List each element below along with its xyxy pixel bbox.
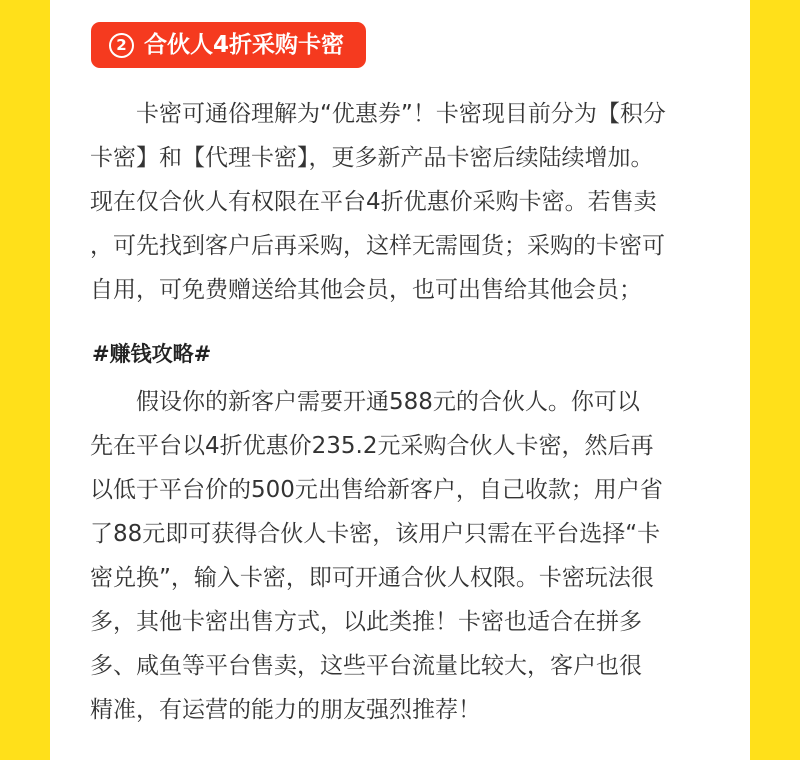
strategy-line: 先在平台以4折优惠价235.2元采购合伙人卡密，然后再 [90,433,654,459]
intro-line: 卡密可通俗理解为“优惠券”！卡密现目前分为【积分 [90,101,666,127]
section-title: 合伙人4折采购卡密 [144,32,345,58]
strategy-line: 以低于平台价的500元出售给新客户，自己收款；用户省 [90,477,663,503]
strategy-line: 精准，有运营的能力的朋友强烈推荐！ [90,697,481,723]
strategy-line: 假设你的新客户需要开通588元的合伙人。你可以 [90,389,640,415]
strategy-line: 了88元即可获得合伙人卡密，该用户只需在平台选择“卡 [90,521,661,547]
section-number: 2 [109,33,134,58]
section-badge [91,22,366,68]
intro-line: 自用，可免费赠送给其他会员，也可出售给其他会员； [90,277,642,303]
intro-line: ，可先找到客户后再采购，这样无需囤货；采购的卡密可 [90,233,665,259]
intro-paragraph [90,92,700,312]
intro-line: 现在仅合伙人有权限在平台4折优惠价采购卡密。若售卖 [90,189,657,215]
strategy-line: 密兑换”，输入卡密，即可开通合伙人权限。卡密玩法很 [90,565,654,591]
strategy-paragraph [90,380,700,732]
strategy-line: 多、咸鱼等平台售卖，这些平台流量比较大，客户也很 [90,653,642,679]
intro-line: 卡密】和【代理卡密】，更多新产品卡密后续陆续增加。 [90,145,654,171]
strategy-line: 多，其他卡密出售方式，以此类推！卡密也适合在拼多 [90,609,642,635]
strategy-heading: #赚钱攻略# [92,342,212,366]
content-card [50,0,750,760]
